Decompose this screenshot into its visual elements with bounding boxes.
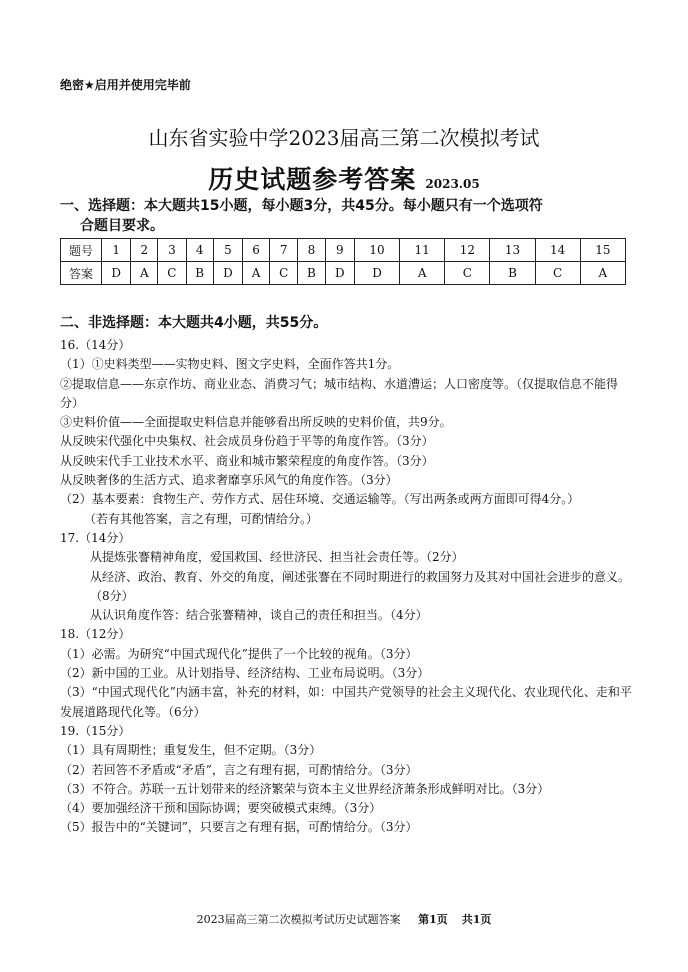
page-title: 历史试题参考答案	[208, 165, 417, 194]
answer-table-number-row	[61, 239, 626, 262]
answer-line: （1）必需。为研究“中国式现代化”提供了一个比较的视角。（3分）	[60, 646, 418, 661]
answer-line: （2）基本要素：食物生产、劳作方式、居住环境、交通运输等。（写出两条或两方面即可得4分。）	[60, 492, 580, 507]
answer-line: 从认识角度作答：结合张謇精神，谈自己的责任和担当。（4分）	[90, 608, 428, 623]
answer-cell: A	[580, 262, 625, 285]
footer-total-pages: 共1页	[461, 913, 492, 926]
answer-line: （4）要加强经济干预和国际协调；要突破模式束缚。（3分）	[60, 801, 382, 816]
question-number-cell: 10	[354, 239, 399, 262]
answer-table	[60, 238, 626, 285]
answer-line: 19.（15分）	[60, 723, 131, 738]
answer-cell: C	[445, 262, 490, 285]
answer-cell: A	[131, 262, 158, 285]
section1-heading-line1: 一、选择题：本大题共15小题，每小题3分，共45分。每小题只有一个选项符	[60, 198, 543, 214]
answer-cell: C	[535, 262, 580, 285]
question-number-cell: 9	[325, 239, 354, 262]
answer-line: （2）新中国的工业。从计划指导、经济结构、工业布局说明。（3分）	[60, 666, 430, 681]
title-row	[0, 160, 688, 196]
answer-line: ③史料价值——全面提取史料信息并能够看出所反映的史料价值，共9分。	[60, 415, 452, 430]
answer-line: （5）报告中的“关键词”，只要言之有理有据，可酌情给分。（3分）	[60, 820, 418, 835]
answer-cell: A	[243, 262, 270, 285]
answer-cell: D	[213, 262, 242, 285]
answer-line: ②提取信息——东京作坊、商业业态、消费习气；城市结构、水道漕运；人口密度等。（仅提取信息不能得分）	[60, 376, 619, 410]
answer-line: 18.（12分）	[60, 627, 131, 642]
question-number-cell: 11	[400, 239, 445, 262]
question-number-cell: 15	[580, 239, 625, 262]
question-number-cell: 14	[535, 239, 580, 262]
question-number-cell: 13	[490, 239, 535, 262]
footer-doc-name: 2023届高三第二次模拟考试历史试题答案	[196, 913, 401, 926]
answer-line: 从反映宋代手工业技术水平、商业和城市繁荣程度的角度作答。（3分）	[60, 453, 434, 468]
answer-cell: D	[354, 262, 399, 285]
answer-line: （1）具有周期性；重复发生，但不定期。（3分）	[60, 743, 322, 758]
number-row-label: 题号	[61, 239, 102, 262]
question-number-cell: 6	[243, 239, 270, 262]
section2-body	[60, 336, 632, 838]
answer-cell: C	[158, 262, 186, 285]
answer-cell: A	[400, 262, 445, 285]
footer-page-number: 第1页	[418, 913, 448, 926]
answer-cell: D	[102, 262, 131, 285]
answer-line: （3）不符合。苏联一五计划带来的经济繁荣与资本主义世界经济萧条形成鲜明对比。（3分）	[60, 781, 550, 796]
answer-line: 从反映宋代强化中央集权、社会成员身份趋于平等的角度作答。（3分）	[60, 434, 434, 449]
answer-line: （3）“中国式现代化”内涵丰富，补充的材料，如：中国共产党领导的社会主义现代化、农业现代化、走和平发展道路现代化等。（6分）	[60, 685, 632, 719]
answer-line: （若有其他答案，言之有理，可酌情给分。）	[84, 511, 319, 526]
question-number-cell: 7	[270, 239, 298, 262]
answer-cell: D	[325, 262, 354, 285]
question-number-cell: 2	[131, 239, 158, 262]
answer-line: 16.（14分）	[60, 338, 131, 352]
question-number-cell: 5	[213, 239, 242, 262]
school-exam-line: 山东省实验中学2023届高三第二次模拟考试	[148, 126, 540, 150]
answer-line: （2）若回答不矛盾或“矛盾”，言之有理有据，可酌情给分。（3分）	[60, 762, 418, 777]
question-number-cell: 4	[186, 239, 213, 262]
answer-line: 从提炼张謇精神角度，爱国救国、经世济民、担当社会责任等。（2分）	[90, 550, 464, 565]
confidential-label: 绝密★启用并使用完毕前	[60, 78, 191, 92]
exam-date: 2023.05	[425, 177, 480, 191]
answer-cell: B	[298, 262, 325, 285]
answer-cell: C	[270, 262, 298, 285]
answer-line: 从经济、政治、教育、外交的角度，阐述张謇在不同时期进行的救国努力及其对中国社会进步的意义。（8分）	[90, 569, 631, 603]
answer-line: （1）①史料类型——实物史料、图文字史料，全面作答共1分。	[60, 357, 400, 372]
answer-table-answer-row	[61, 262, 626, 285]
section1-heading-line2: 合题目要求。	[80, 218, 164, 234]
answer-line: 17.（14分）	[60, 530, 131, 545]
section1-heading	[60, 196, 640, 236]
answer-cell: B	[490, 262, 535, 285]
page-footer	[0, 911, 688, 927]
answer-line: 从反映奢侈的生活方式、追求奢靡享乐风气的角度作答。（3分）	[60, 473, 398, 488]
answer-row-label: 答案	[61, 262, 102, 285]
question-number-cell: 12	[445, 239, 490, 262]
section2-heading: 二、非选择题：本大题共4小题，共55分。	[60, 315, 328, 331]
question-number-cell: 1	[102, 239, 131, 262]
question-number-cell: 3	[158, 239, 186, 262]
question-number-cell: 8	[298, 239, 325, 262]
answer-cell: B	[186, 262, 213, 285]
